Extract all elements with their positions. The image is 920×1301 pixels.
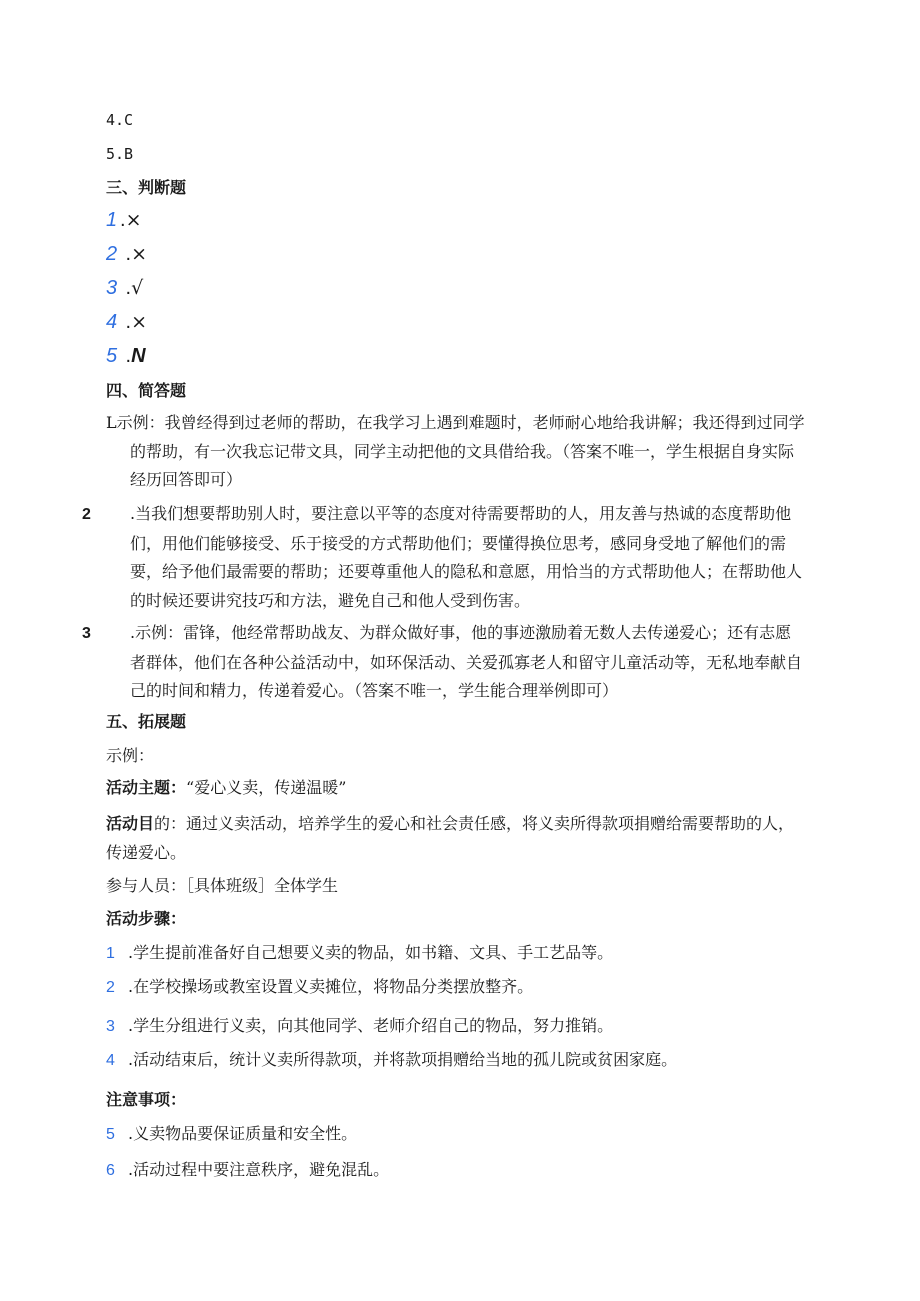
note-text: .义卖物品要保证质量和安全性。 bbox=[128, 1124, 358, 1143]
activity-participants: 参与人员：［具体班级］全体学生 bbox=[106, 876, 339, 895]
short-answer-2 bbox=[82, 500, 806, 615]
short-answer-1-text: L示例：我曾经得到过老师的帮助，在我学习上遇到难题时，老师耐心地给我讲解；我还得到过同学的帮助，有一次我忘记带文具，同学主动把他的文具借给我。（答案不唯一，学生根据自身实际经历回答即可） bbox=[106, 413, 805, 489]
short-answer-2-text: .当我们想要帮助别人时，要注意以平等的态度对待需要帮助的人，用友善与热诚的态度帮助他们，用他们能够接受、乐于接受的方式帮助他们；要懂得换位思考，感同身受地了解他们的需要，给予他们最需要的帮助；还要尊重他人的隐私和意愿，用恰当的方式帮助他人；在帮助他人的时候还要讲究技巧和方法，避免自己和他人受到伤害。 bbox=[130, 504, 803, 610]
activity-purpose bbox=[106, 810, 806, 867]
short-answer-3-number: 3 bbox=[82, 625, 91, 642]
judge-separator: . bbox=[120, 311, 132, 333]
judge-item-1 bbox=[106, 210, 141, 231]
step-number: 3 bbox=[106, 1018, 115, 1035]
answer-choice-5: 5.B bbox=[106, 145, 134, 163]
activity-purpose-value: 的：通过义卖活动，培养学生的爱心和社会责任感，将义卖所得款项捐赠给需要帮助的人，传递爱心。 bbox=[106, 814, 795, 862]
step-number: 4 bbox=[106, 1052, 115, 1069]
step-text: .在学校操场或教室设置义卖摊位，将物品分类摆放整齐。 bbox=[128, 977, 534, 996]
judge-item-4 bbox=[106, 312, 147, 333]
step-text: .学生分组进行义卖，向其他同学、老师介绍自己的物品，努力推销。 bbox=[128, 1016, 614, 1035]
judge-number: 3 bbox=[106, 277, 118, 299]
note-number: 6 bbox=[106, 1162, 115, 1179]
answer-choice-4: 4.C bbox=[106, 111, 134, 129]
judge-item-5 bbox=[106, 346, 146, 367]
section-heading-judge: 三、判断题 bbox=[106, 178, 187, 197]
activity-step-1 bbox=[106, 943, 613, 964]
example-label: 示例： bbox=[106, 746, 155, 765]
step-number: 2 bbox=[106, 979, 115, 996]
judge-number: 2 bbox=[106, 243, 118, 265]
judge-separator: . bbox=[120, 243, 132, 265]
judge-mark: N bbox=[131, 345, 146, 367]
short-answer-3-text: .示例：雷锋，他经常帮助战友、为群众做好事，他的事迹激励着无数人去传递爱心；还有志愿者群体，他们在各种公益活动中，如环保活动、关爱孤寡老人和留守儿童活动等，无私地奉献自己的时间和精力，传递着爱心。（答案不唯一，学生能合理举例即可） bbox=[130, 623, 803, 700]
notes-label: 注意事项： bbox=[106, 1090, 187, 1109]
activity-theme bbox=[106, 778, 346, 798]
judge-separator: . bbox=[120, 209, 126, 231]
activity-theme-value: “爱心义卖，传递温暖” bbox=[186, 778, 347, 797]
section-heading-extend: 五、拓展题 bbox=[106, 712, 187, 731]
judge-separator: . bbox=[120, 277, 132, 299]
note-number: 5 bbox=[106, 1126, 115, 1143]
judge-item-3 bbox=[106, 278, 143, 299]
note-item-5 bbox=[106, 1124, 357, 1145]
note-text: .活动过程中要注意秩序，避免混乱。 bbox=[128, 1160, 390, 1179]
activity-step-4 bbox=[106, 1050, 677, 1071]
judge-number: 1 bbox=[106, 209, 118, 231]
step-number: 1 bbox=[106, 945, 115, 962]
judge-mark: × bbox=[131, 243, 148, 265]
judge-item-2 bbox=[106, 244, 147, 265]
judge-separator: . bbox=[120, 345, 132, 367]
activity-step-3 bbox=[106, 1016, 613, 1037]
judge-mark: × bbox=[131, 311, 148, 333]
activity-steps-label: 活动步骤： bbox=[106, 909, 187, 928]
judge-number: 4 bbox=[106, 311, 118, 333]
short-answer-1 bbox=[106, 409, 806, 495]
section-heading-short: 四、简答题 bbox=[106, 381, 187, 400]
judge-number: 5 bbox=[106, 345, 118, 367]
note-item-6 bbox=[106, 1160, 389, 1181]
activity-theme-label: 活动主题： bbox=[106, 778, 187, 797]
short-answer-2-number: 2 bbox=[82, 506, 91, 523]
activity-step-2 bbox=[106, 977, 533, 998]
judge-mark: √ bbox=[131, 277, 144, 299]
step-text: .活动结束后，统计义卖所得款项，并将款项捐赠给当地的孤儿院或贫困家庭。 bbox=[128, 1050, 678, 1069]
step-text: .学生提前准备好自己想要义卖的物品，如书籍、文具、手工艺品等。 bbox=[128, 943, 614, 962]
activity-purpose-label: 活动目 bbox=[106, 814, 155, 833]
short-answer-3 bbox=[82, 619, 806, 706]
judge-mark: × bbox=[125, 209, 142, 231]
